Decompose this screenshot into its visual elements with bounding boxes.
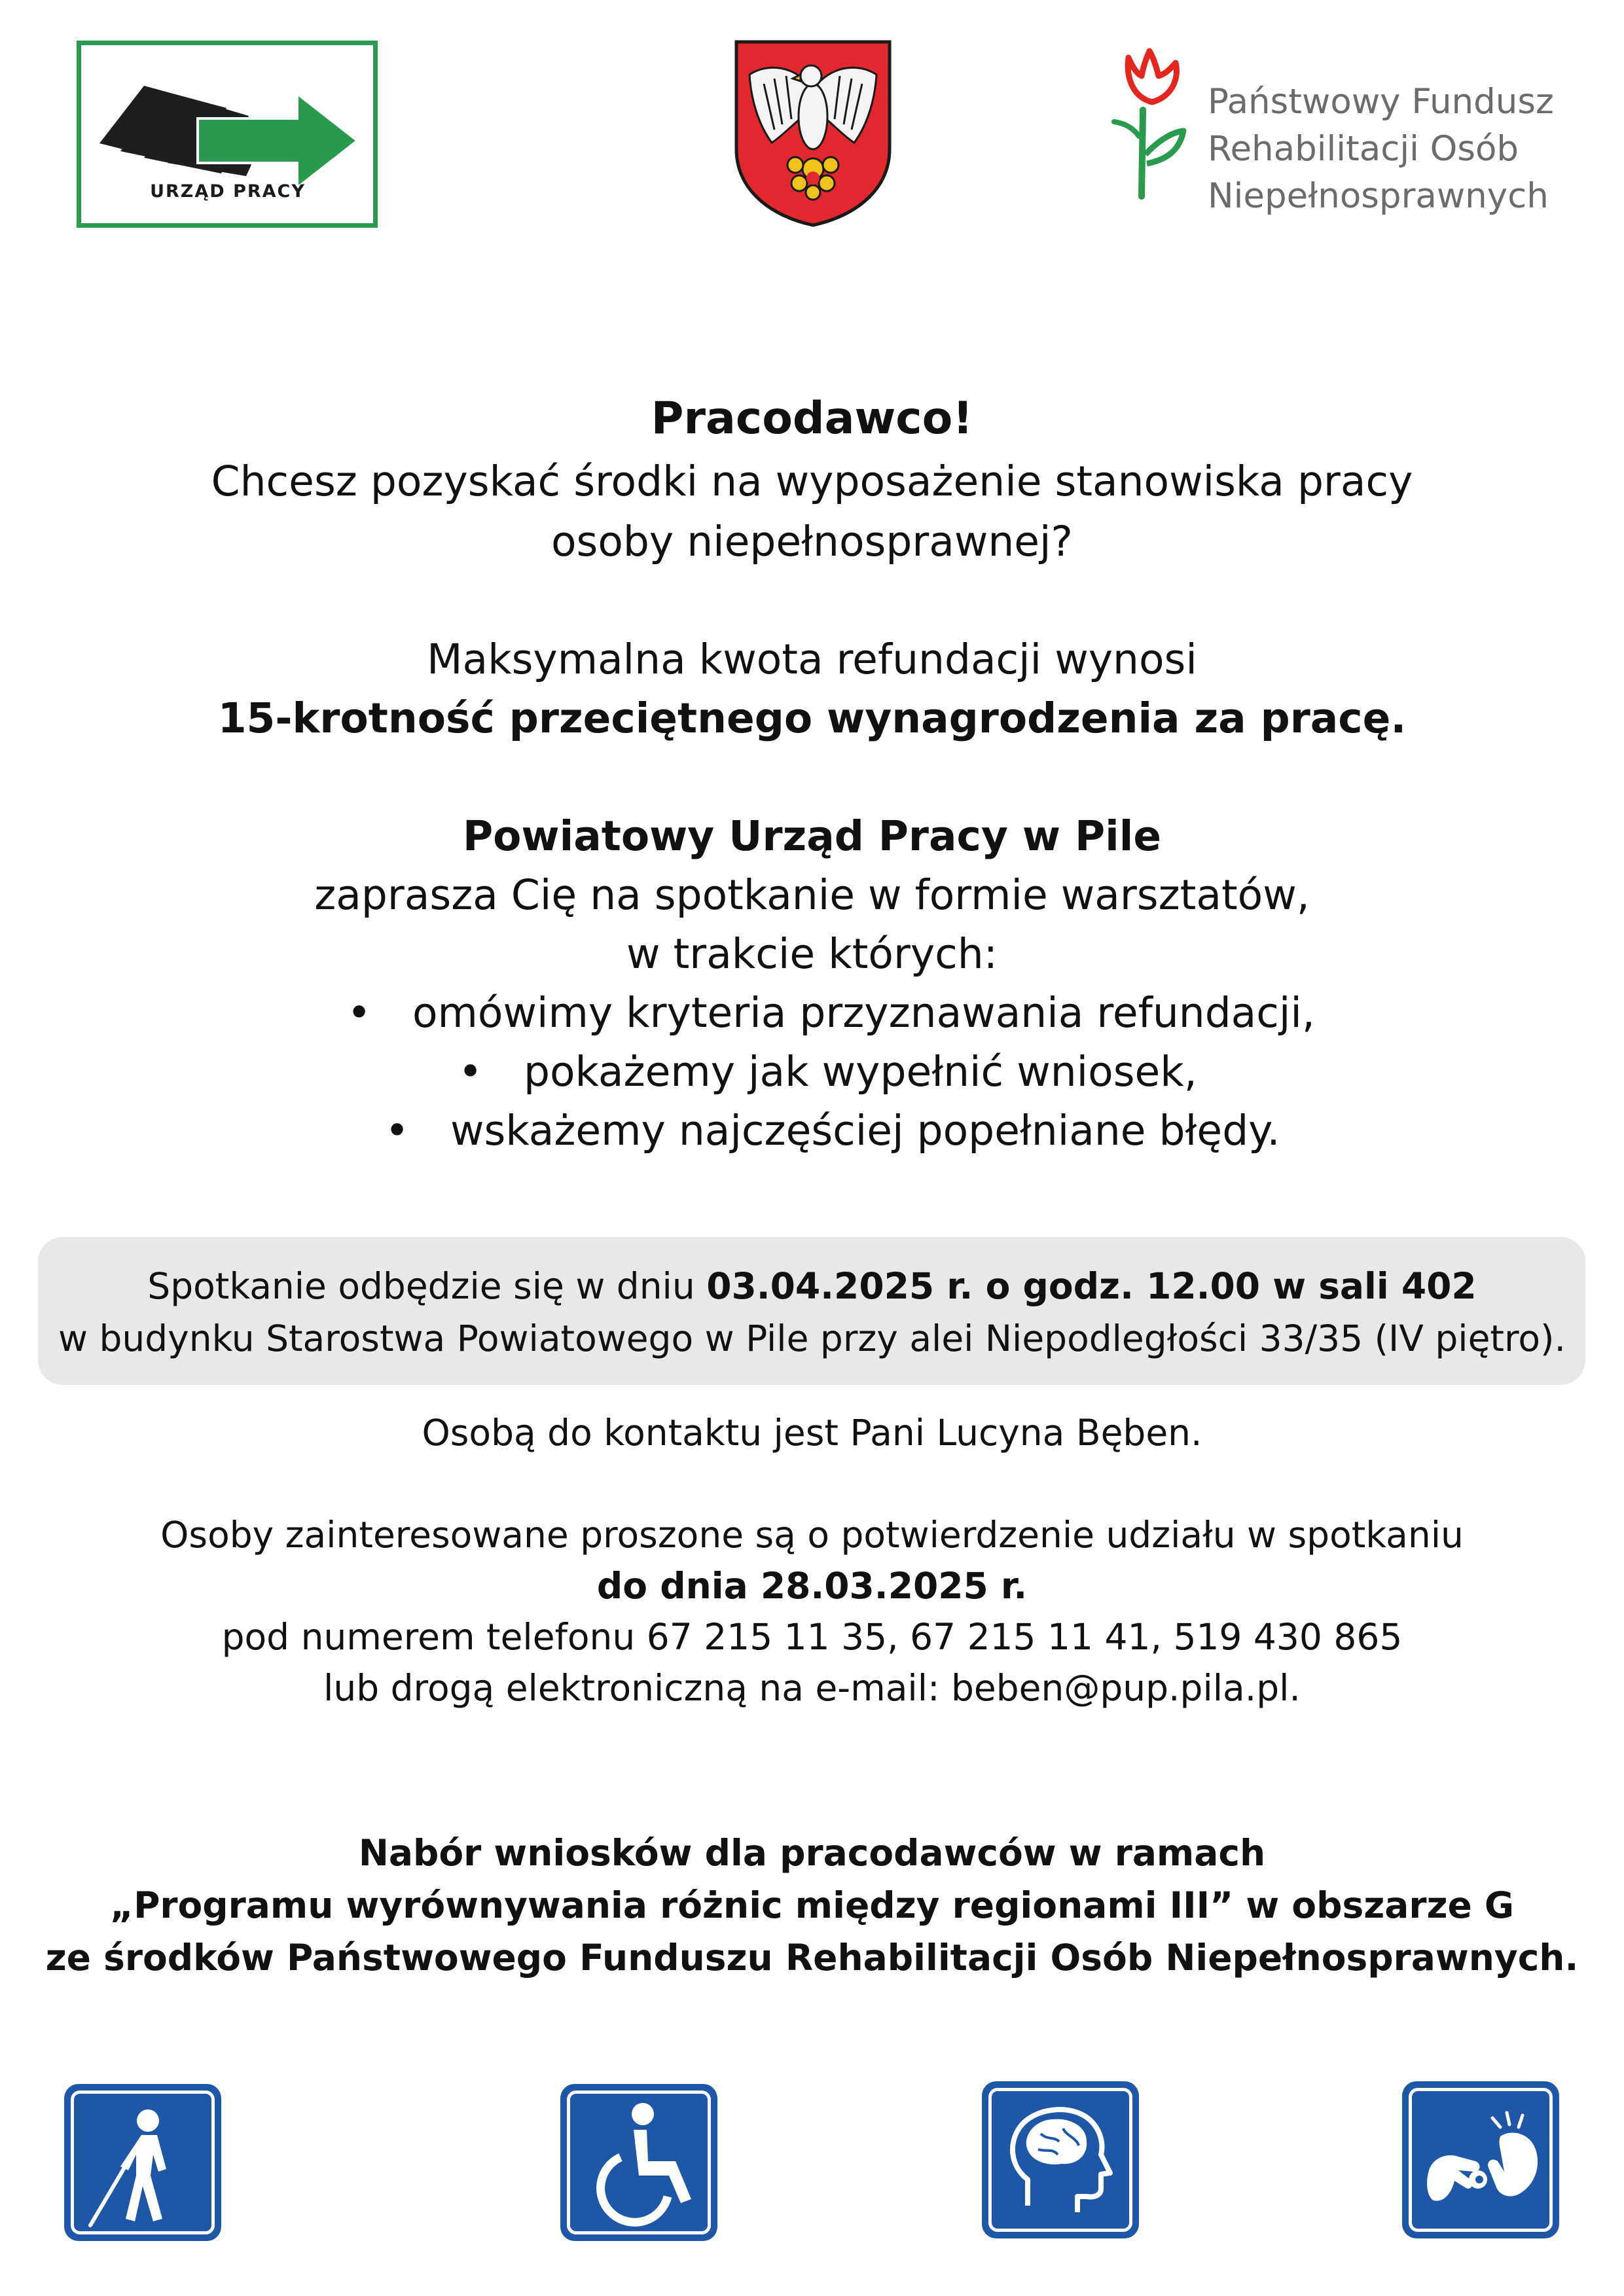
tulip-icon bbox=[1106, 45, 1198, 215]
headline-title: Pracodawco! bbox=[651, 393, 973, 444]
contact-email: lub drogą elektroniczną na e-mail: beben@pup.pila.pl. bbox=[323, 1667, 1301, 1709]
refund-amount: 15-krotność przeciętnego wynagrodzenia za pracę. bbox=[217, 694, 1407, 742]
urzad-pracy-logo-text: URZĄD PRACY bbox=[150, 181, 306, 202]
event-location: w budynku Starostwa Powiatowego w Pile przy alei Niepodległości 33/35 (IV piętro). bbox=[58, 1318, 1566, 1359]
pfron-line-3: Niepełnosprawnych bbox=[1208, 176, 1549, 216]
event-line-1 bbox=[0, 1261, 1624, 1312]
invite-line-2: w trakcie których: bbox=[626, 930, 998, 978]
bullet-text: pokażemy jak wypełnić wniosek, bbox=[524, 1048, 1197, 1096]
head-brain-icon bbox=[982, 2081, 1139, 2238]
event-date-intro: Spotkanie odbędzie się w dniu bbox=[147, 1265, 707, 1307]
office-name: Powiatowy Urząd Pracy w Pile bbox=[462, 812, 1162, 860]
contact-phones: pod numerem telefonu 67 215 11 35, 67 215 11 41, 519 430 865 bbox=[221, 1616, 1403, 1658]
sign-language-icon bbox=[1402, 2081, 1559, 2238]
program-line-1: Nabór wniosków dla pracodawców w ramach bbox=[358, 1832, 1266, 1874]
coat-of-arms-logo bbox=[731, 38, 895, 228]
list-item bbox=[458, 1042, 1197, 1102]
urzad-pracy-logo bbox=[77, 41, 378, 228]
bullet-text: wskażemy najczęściej popełniane błędy. bbox=[450, 1107, 1280, 1155]
confirm-request: Osoby zainteresowane proszone są o potwierdzenie udziału w spotkaniu bbox=[160, 1514, 1464, 1556]
pfron-line-2: Rehabilitacji Osób bbox=[1208, 129, 1519, 169]
program-line-2: „Programu wyrównywania różnic między regionami III” w obszarze G bbox=[109, 1884, 1515, 1926]
bullet-icon: • bbox=[347, 989, 372, 1037]
eagle-shield-icon bbox=[731, 38, 895, 228]
pfron-line-1: Państwowy Fundusz bbox=[1208, 82, 1554, 122]
contact-person: Osobą do kontaktu jest Pani Lucyna Bęben. bbox=[422, 1412, 1202, 1454]
headline-line-1: Chcesz pozyskać środki na wyposażenie stanowiska pracy bbox=[211, 457, 1413, 505]
pfron-logo bbox=[1106, 45, 1564, 215]
confirm-deadline: do dnia 28.03.2025 r. bbox=[596, 1565, 1028, 1607]
bullet-text: omówimy kryteria przyznawania refundacji, bbox=[412, 989, 1315, 1037]
refund-line-1: Maksymalna kwota refundacji wynosi bbox=[427, 636, 1197, 683]
invite-line-1: zaprasza Cię na spotkanie w formie warsztatów, bbox=[314, 871, 1310, 919]
wheelchair-icon bbox=[560, 2084, 717, 2241]
list-item bbox=[385, 1101, 1280, 1161]
headline-line-2: osoby niepełnosprawnej? bbox=[550, 518, 1073, 565]
blind-person-cane-icon bbox=[64, 2084, 221, 2241]
bullet-icon: • bbox=[458, 1048, 483, 1096]
bullet-icon: • bbox=[385, 1107, 410, 1155]
event-date-time-room: 03.04.2025 r. o godz. 12.00 w sali 402 bbox=[706, 1265, 1477, 1307]
list-item bbox=[347, 983, 1315, 1043]
pfron-logo-text bbox=[1208, 79, 1554, 220]
program-line-3: ze środków Państwowego Funduszu Rehabilitacji Osób Niepełnosprawnych. bbox=[45, 1937, 1579, 1979]
